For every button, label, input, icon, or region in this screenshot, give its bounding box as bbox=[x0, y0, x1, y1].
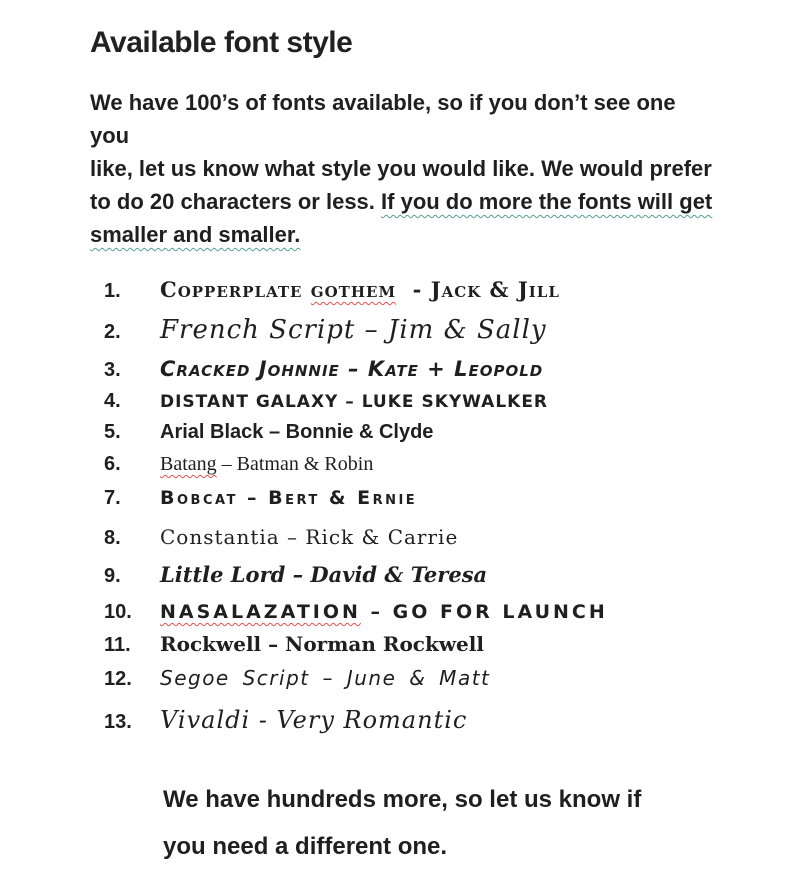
font-item-distant-galaxy bbox=[104, 390, 743, 413]
font-item-cracked-johnnie bbox=[104, 357, 743, 382]
spellcheck-flagged-word: NASALAZATION bbox=[160, 601, 361, 623]
intro-paragraph bbox=[90, 86, 720, 251]
font-item-vivaldi bbox=[104, 706, 743, 734]
font-sample-text: DISTANT GALAXY – LUKE SKYWALKER bbox=[160, 392, 549, 412]
closing-note-line-2: you need a different one. bbox=[163, 833, 448, 860]
font-item-french-script bbox=[104, 315, 743, 345]
grammar-flagged-phrase-continued: smaller and smaller. bbox=[90, 222, 301, 247]
font-item-nasalazation bbox=[104, 601, 743, 624]
font-sample-text bbox=[160, 453, 373, 476]
grammar-flagged-phrase: If you do more the fonts will get bbox=[381, 189, 713, 214]
font-item-copperplate bbox=[104, 277, 743, 303]
font-sample-text: Constantia – Rick & Carrie bbox=[160, 525, 459, 549]
font-sample-text: Bobcat – Bert & Ernie bbox=[160, 487, 418, 509]
font-sample-text: Little Lord – David & Teresa bbox=[160, 562, 488, 587]
list-item-number: 9. bbox=[104, 565, 121, 587]
intro-line-3-plain: to do 20 characters or less. bbox=[90, 189, 382, 214]
list-item-number: 11. bbox=[104, 634, 131, 656]
list-item-number: 8. bbox=[104, 527, 121, 549]
sample-post: – GO FOR LAUNCH bbox=[360, 601, 608, 623]
intro-line-4 bbox=[90, 218, 720, 251]
list-item-number: 4. bbox=[104, 390, 121, 412]
font-style-list bbox=[90, 277, 743, 734]
list-item-number: 13. bbox=[104, 711, 132, 733]
sample-pre: Copperplate bbox=[160, 277, 311, 302]
font-sample-text: Cracked Johnnie – Kate + Leopold bbox=[160, 357, 544, 381]
font-item-batang bbox=[104, 453, 743, 476]
intro-line-1: We have 100’s of fonts available, so if you don’t see one you bbox=[90, 90, 676, 148]
list-item-number: 1. bbox=[104, 280, 121, 302]
list-item-number: 7. bbox=[104, 487, 121, 509]
list-item-number: 3. bbox=[104, 359, 121, 381]
font-sample-text: Rockwell – Norman Rockwell bbox=[160, 632, 484, 656]
closing-note bbox=[163, 776, 743, 870]
page-title: Available font style bbox=[90, 26, 353, 59]
sample-post: – Batman & Robin bbox=[216, 453, 374, 475]
font-sample-text bbox=[160, 601, 608, 623]
list-item-number: 10. bbox=[104, 601, 132, 623]
spellcheck-flagged-word: Batang bbox=[160, 453, 217, 475]
intro-line-2: like, let us know what style you would like. We would prefer bbox=[90, 156, 712, 181]
font-sample-text: Vivaldi - Very Romantic bbox=[160, 706, 468, 734]
font-sample-text: French Script – Jim & Sally bbox=[160, 315, 547, 345]
font-sample-text: Arial Black – Bonnie & Clyde bbox=[160, 421, 434, 443]
list-item-number: 5. bbox=[104, 421, 121, 443]
intro-line-3 bbox=[90, 185, 720, 218]
font-sample-text bbox=[160, 277, 560, 302]
font-sample-text: Segoe Script – June & Matt bbox=[160, 666, 491, 690]
sample-post: - Jack & Jill bbox=[396, 277, 560, 302]
spellcheck-flagged-word: gothem bbox=[310, 277, 397, 302]
font-item-little-lord bbox=[104, 562, 743, 588]
list-item-number: 6. bbox=[104, 453, 121, 475]
font-item-bobcat bbox=[104, 487, 743, 510]
closing-note-line-1: We have hundreds more, so let us know if bbox=[163, 786, 642, 813]
font-item-arial-black bbox=[104, 421, 743, 444]
list-item-number: 2. bbox=[104, 321, 121, 343]
list-item-number: 12. bbox=[104, 668, 132, 690]
font-item-rockwell bbox=[104, 632, 743, 657]
font-item-segoe-script bbox=[104, 666, 743, 691]
font-item-constantia bbox=[104, 525, 743, 550]
